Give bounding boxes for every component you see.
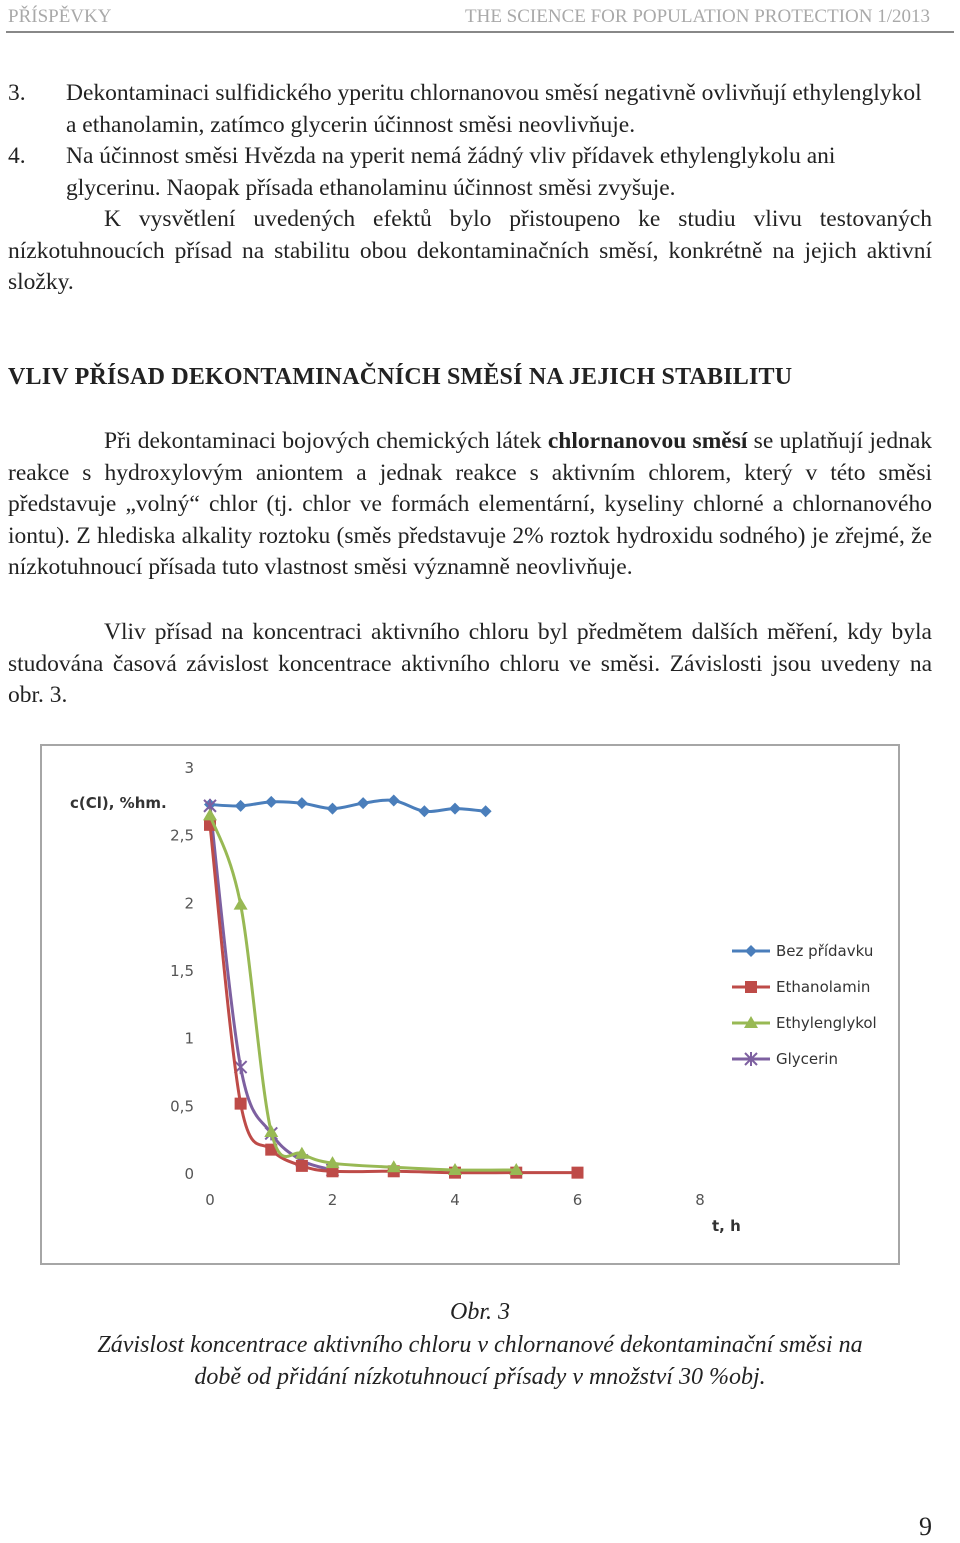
data-point bbox=[296, 1160, 308, 1172]
y-tick-label: 0,5 bbox=[170, 1097, 194, 1116]
section-title: VLIV PŘÍSAD DEKONTAMINAČNÍCH SMĚSÍ NA JEJICH STABILITU bbox=[8, 364, 793, 390]
data-point bbox=[449, 803, 461, 815]
page-number: 9 bbox=[919, 1512, 932, 1541]
list-item bbox=[8, 78, 933, 141]
legend-label: Ethylenglykol bbox=[776, 1014, 877, 1032]
y-tick-label: 1 bbox=[184, 1029, 194, 1048]
figure-chart bbox=[40, 744, 900, 1265]
y-tick-label: 1,5 bbox=[170, 962, 194, 980]
data-point bbox=[418, 805, 430, 817]
y-tick-label: 0 bbox=[184, 1165, 194, 1183]
data-point bbox=[265, 796, 277, 808]
paragraph-2-text: Vliv přísad na koncentraci aktivního chloru byl předmětem dalších měření, kdy byla studována časová závislost koncentrace aktivního chloru ve směsi. Závislosti jsou uvedeny na obr. 3. bbox=[8, 619, 932, 708]
data-point bbox=[235, 800, 247, 812]
list-number: 3. bbox=[8, 80, 26, 106]
data-point bbox=[235, 1098, 247, 1110]
list-text: Dekontaminaci sulfidického yperitu chlornanovou směsí negativně ovlivňují ethylenglykol a ethanolamin, zatímco glycerin účinnost směsi neovlivňuje. bbox=[66, 80, 922, 138]
series-line bbox=[210, 825, 578, 1173]
paragraph-1-start: Při dekontaminaci bojových chemických látek bbox=[104, 428, 548, 454]
x-tick-label: 0 bbox=[205, 1191, 215, 1209]
intro-paragraph bbox=[8, 204, 932, 299]
y-axis-label: c(Cl), %hm. bbox=[70, 794, 167, 812]
legend-label: Glycerin bbox=[776, 1050, 838, 1068]
data-point bbox=[745, 945, 757, 957]
header-section: PŘÍSPĚVKY bbox=[8, 6, 112, 27]
header-journal: THE SCIENCE FOR POPULATION PROTECTION 1/2013 bbox=[465, 6, 930, 27]
header-rule bbox=[6, 31, 954, 33]
data-point bbox=[745, 981, 757, 993]
y-tick-label: 2 bbox=[184, 894, 194, 913]
y-tick-label: 3 bbox=[184, 759, 194, 777]
data-point bbox=[296, 797, 308, 809]
x-tick-label: 4 bbox=[450, 1191, 460, 1209]
page-header bbox=[8, 4, 952, 30]
paragraph-1-bold: chlornanovou směsí bbox=[547, 428, 748, 454]
y-tick-label: 2,5 bbox=[170, 826, 194, 845]
list-item bbox=[8, 141, 933, 204]
data-point bbox=[480, 805, 492, 817]
paragraph-1 bbox=[8, 426, 932, 584]
chart-svg bbox=[42, 746, 898, 1263]
data-point bbox=[327, 803, 339, 815]
conclusion-list bbox=[8, 78, 933, 204]
figure-label: Obr. 3 bbox=[449, 1299, 510, 1325]
figure-caption-line-1: Závislost koncentrace aktivního chloru v chlornanové dekontaminační směsi na bbox=[97, 1332, 863, 1358]
paragraph-2 bbox=[8, 617, 932, 712]
list-number: 4. bbox=[8, 143, 26, 169]
legend-label: Bez přídavku bbox=[776, 942, 874, 960]
x-axis-label: t, h bbox=[712, 1217, 741, 1235]
data-point bbox=[234, 898, 248, 910]
paragraph-1-rest: se uplatňují jednak reakce s hydroxylovým aniontem a jednak reakce s aktivním chlorem, který v této směsi představuje „volný“ chlor (tj. chlor ve formách elementární, kyseliny chlorné a chlornanového iontu). Z hlediska alkality roztoku (směs představuje 2% roztok hydroxidu sodného) je zřejmé, že nízkotuhnoucí přísada tuto vlastnost směsi významně neovlivňuje. bbox=[8, 428, 933, 580]
list-text: Na účinnost směsi Hvězda na yperit nemá žádný vliv přídavek ethylenglykolu ani glycerinu. Naopak přísada ethanolaminu účinnost směsi zvyšuje. bbox=[66, 143, 836, 201]
x-tick-label: 6 bbox=[572, 1191, 583, 1209]
figure-caption-line-2: době od přidání nízkotuhnoucí přísady v množství 30 %obj. bbox=[194, 1364, 766, 1390]
x-tick-label: 2 bbox=[327, 1191, 338, 1209]
intro-text: K vysvětlení uvedených efektů bylo přistoupeno ke studiu vlivu testovaných nízkotuhnoucích přísad na stabilitu obou dekontaminačních směsí, konkrétně na jejich aktivní složky. bbox=[8, 206, 932, 295]
data-point bbox=[388, 794, 400, 806]
data-point bbox=[572, 1167, 584, 1179]
data-point bbox=[357, 797, 369, 809]
series-line bbox=[210, 800, 486, 811]
legend-label: Ethanolamin bbox=[776, 978, 871, 996]
x-tick-label: 8 bbox=[695, 1191, 705, 1209]
